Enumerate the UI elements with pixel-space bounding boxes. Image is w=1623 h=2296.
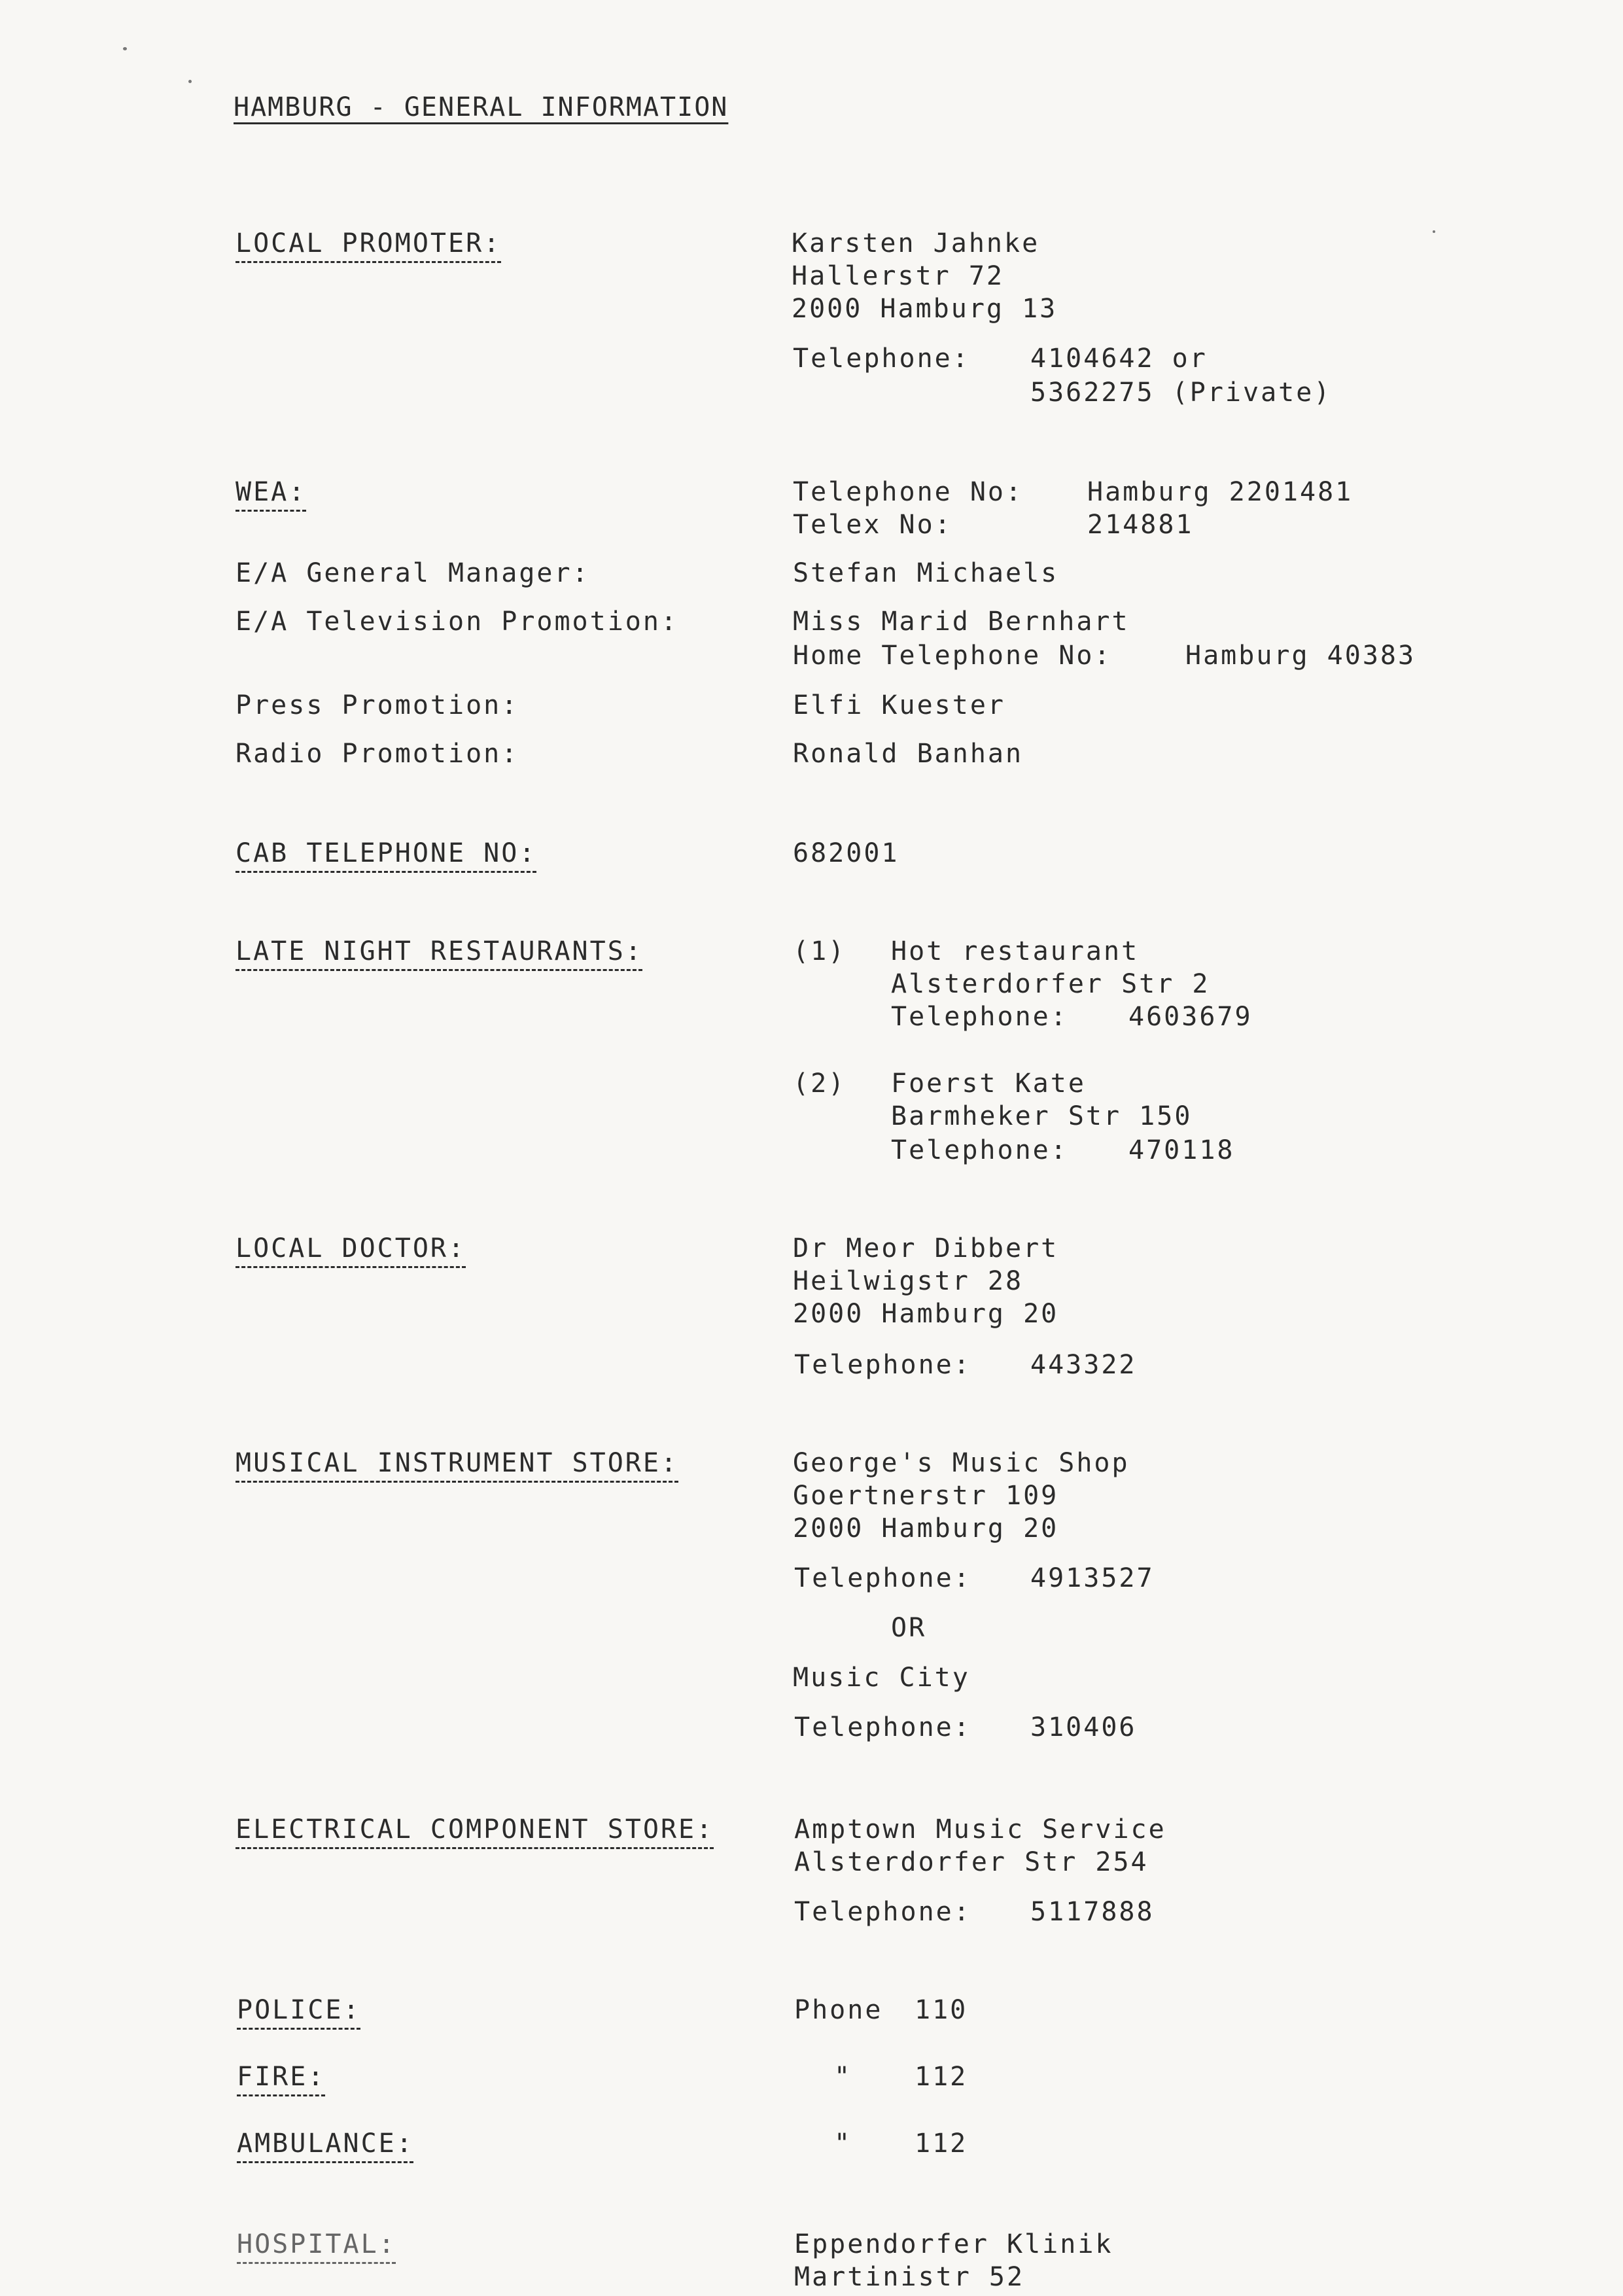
music-store-name: George's Music Shop (793, 1448, 1130, 1478)
radio-promotion-value: Ronald Banhan (793, 739, 1024, 769)
doctor-telephone: 443322 (1030, 1350, 1137, 1380)
doctor-name: Dr Meor Dibbert (793, 1233, 1059, 1263)
wea-label: WEA: (236, 477, 307, 507)
restaurant-number: (2) (793, 1069, 846, 1099)
music-city-telephone: 310406 (1030, 1712, 1137, 1742)
wea-telephone-value: Hamburg 2201481 (1087, 477, 1353, 507)
restaurant-telephone-label: Telephone: (891, 1002, 1068, 1032)
hospital-label: HOSPITAL: (237, 2229, 396, 2259)
police-value: 110 (915, 1995, 968, 2025)
ambulance-value: 112 (915, 2128, 968, 2159)
electrical-store-telephone-label: Telephone: (794, 1897, 971, 1927)
paper-speck (1433, 230, 1435, 233)
music-store-telephone: 4913527 (1030, 1563, 1155, 1593)
page-title: HAMBURG - GENERAL INFORMATION (234, 92, 729, 122)
late-night-restaurants-label: LATE NIGHT RESTAURANTS: (236, 936, 643, 966)
promoter-city: 2000 Hamburg 13 (792, 294, 1058, 324)
cab-telephone-value: 682001 (793, 838, 899, 868)
police-prefix: Phone (794, 1995, 883, 2025)
restaurant-telephone-label: Telephone: (891, 1135, 1068, 1165)
restaurant-street: Alsterdorfer Str 2 (891, 969, 1210, 999)
restaurant-number: (1) (793, 936, 846, 966)
home-telephone-label: Home Telephone No: (793, 641, 1112, 671)
doctor-street: Heilwigstr 28 (793, 1266, 1024, 1296)
radio-promotion-label: Radio Promotion: (236, 739, 519, 769)
press-promotion-value: Elfi Kuester (793, 690, 1005, 720)
electrical-store-street: Alsterdorfer Str 254 (794, 1847, 1149, 1877)
music-store-street: Goertnerstr 109 (793, 1481, 1059, 1511)
promoter-telephone-2: 5362275 (Private) (1030, 378, 1332, 408)
ambulance-label: AMBULANCE: (237, 2128, 414, 2159)
restaurant-name: Foerst Kate (891, 1069, 1086, 1099)
police-label: POLICE: (237, 1995, 361, 2025)
tv-promotion-label: E/A Television Promotion: (236, 607, 679, 637)
fire-ditto: " (834, 2062, 852, 2092)
promoter-telephone-label: Telephone: (793, 344, 970, 374)
tv-promotion-value: Miss Marid Bernhart (793, 607, 1130, 637)
paper-speck (188, 80, 192, 83)
promoter-telephone-1: 4104642 or (1030, 344, 1208, 374)
doctor-city: 2000 Hamburg 20 (793, 1299, 1059, 1329)
wea-telephone-label: Telephone No: (793, 477, 1024, 507)
fire-label: FIRE: (237, 2062, 326, 2092)
wea-telex-label: Telex No: (793, 510, 952, 540)
restaurant-telephone: 4603679 (1128, 1002, 1253, 1032)
general-manager-value: Stefan Michaels (793, 558, 1059, 588)
music-city-name: Music City (793, 1663, 970, 1693)
home-telephone-value: Hamburg 40383 (1185, 641, 1416, 671)
press-promotion-label: Press Promotion: (236, 690, 519, 720)
music-store-telephone-label: Telephone: (794, 1563, 971, 1593)
restaurant-street: Barmheker Str 150 (891, 1101, 1193, 1131)
promoter-street: Hallerstr 72 (792, 261, 1004, 291)
hospital-street: Martinistr 52 (794, 2262, 1025, 2292)
music-city-telephone-label: Telephone: (794, 1712, 971, 1742)
cab-telephone-label: CAB TELEPHONE NO: (236, 838, 537, 868)
general-manager-label: E/A General Manager: (236, 558, 590, 588)
ambulance-ditto: " (834, 2128, 852, 2159)
restaurant-telephone: 470118 (1128, 1135, 1235, 1165)
hospital-name: Eppendorfer Klinik (794, 2229, 1113, 2259)
music-store-city: 2000 Hamburg 20 (793, 1513, 1059, 1544)
musical-instrument-store-label: MUSICAL INSTRUMENT STORE: (236, 1448, 679, 1478)
electrical-component-store-label: ELECTRICAL COMPONENT STORE: (236, 1814, 714, 1845)
promoter-name: Karsten Jahnke (792, 228, 1040, 258)
wea-telex-value: 214881 (1087, 510, 1194, 540)
music-store-or: OR (891, 1613, 927, 1643)
paper-speck (123, 47, 127, 50)
restaurant-name: Hot restaurant (891, 936, 1140, 966)
local-promoter-label: LOCAL PROMOTER: (236, 228, 502, 258)
fire-value: 112 (915, 2062, 968, 2092)
doctor-telephone-label: Telephone: (794, 1350, 971, 1380)
local-doctor-label: LOCAL DOCTOR: (236, 1233, 466, 1263)
electrical-store-name: Amptown Music Service (794, 1814, 1166, 1845)
electrical-store-telephone: 5117888 (1030, 1897, 1155, 1927)
